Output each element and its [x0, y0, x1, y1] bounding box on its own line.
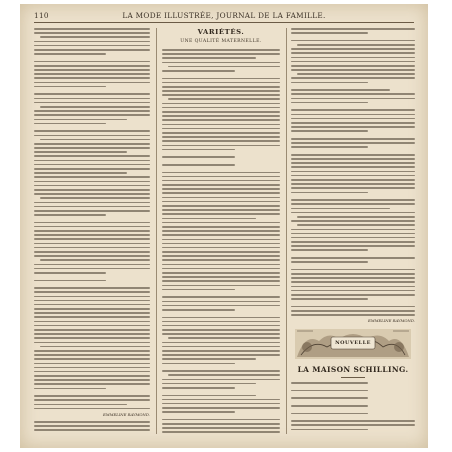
- text-line: [162, 289, 235, 291]
- text-line: [291, 294, 415, 296]
- right-signature: EMMELINE RAYMOND.: [367, 318, 415, 324]
- text-line: [34, 354, 150, 356]
- text-line: [34, 45, 150, 47]
- text-line: [34, 49, 150, 51]
- text-line: [291, 154, 415, 156]
- text-line: [40, 197, 150, 199]
- text-line: [291, 77, 415, 79]
- text-line: [34, 193, 150, 195]
- text-line: [40, 259, 150, 261]
- text-line: [162, 403, 280, 405]
- text-line: [34, 255, 150, 257]
- text-line: [34, 82, 150, 84]
- text-line: [162, 268, 280, 270]
- text-line: [34, 151, 127, 153]
- text-line: [162, 264, 280, 266]
- text-line: [162, 86, 280, 88]
- story-title-rule: [341, 377, 365, 378]
- left-signature: EMMELINE RAYMOND.: [102, 411, 150, 417]
- text-line: [162, 188, 280, 190]
- text-line: [162, 124, 280, 126]
- text-line: [34, 333, 150, 335]
- story-title: LA MAISON SCHILLING.: [297, 365, 409, 375]
- text-line: [162, 128, 280, 130]
- text-line: [162, 94, 280, 96]
- text-line: [162, 363, 235, 365]
- running-head: [20, 11, 428, 21]
- text-line: [162, 149, 235, 151]
- text-line: [162, 103, 280, 105]
- text-line: [162, 164, 235, 166]
- text-line: [291, 233, 415, 235]
- text-line: [291, 146, 368, 148]
- text-line: [34, 61, 150, 63]
- text-line: [162, 358, 256, 360]
- text-line: [291, 199, 415, 201]
- text-line: [291, 212, 415, 214]
- text-line: [291, 281, 415, 283]
- text-line: [291, 269, 415, 271]
- text-line: [291, 142, 415, 144]
- text-line: [168, 66, 280, 68]
- text-line: [34, 291, 150, 293]
- text-line: [291, 162, 415, 164]
- middle-column: [162, 28, 280, 434]
- text-line: [291, 118, 415, 120]
- text-line: [34, 312, 150, 314]
- text-line: [34, 251, 150, 253]
- text-line: [34, 399, 150, 401]
- text-line: [162, 379, 280, 381]
- text-line: [162, 342, 280, 344]
- text-line: [34, 408, 150, 410]
- text-line: [34, 264, 150, 266]
- text-line: [162, 354, 280, 356]
- text-line: [291, 277, 415, 279]
- left-column: [34, 28, 150, 434]
- text-line: [34, 238, 150, 240]
- text-line: [162, 285, 280, 287]
- text-line: [34, 176, 150, 178]
- header-rule: [34, 22, 414, 23]
- right-column: [291, 28, 415, 434]
- text-line: [34, 226, 150, 228]
- right-column-text-continued: [291, 382, 415, 434]
- text-line: [34, 164, 150, 166]
- text-line: [34, 155, 150, 157]
- text-line: [291, 52, 415, 54]
- text-line: [162, 205, 280, 207]
- text-line: [34, 268, 150, 270]
- text-line: [162, 184, 280, 186]
- text-line: [297, 216, 415, 218]
- text-line: [34, 367, 150, 369]
- vignette-label: NOUVELLE: [335, 340, 371, 347]
- text-line: [291, 61, 415, 63]
- journal-page: [20, 4, 428, 448]
- text-line: [291, 57, 415, 59]
- text-line: [162, 395, 256, 397]
- text-line: [34, 383, 150, 385]
- text-line: [162, 383, 256, 385]
- text-line: [162, 145, 280, 147]
- text-line: [162, 346, 280, 348]
- text-line: [162, 180, 280, 182]
- text-line: [34, 300, 150, 302]
- text-line: [162, 201, 280, 203]
- text-line: [291, 158, 415, 160]
- text-line: [34, 304, 150, 306]
- text-line: [162, 234, 280, 236]
- text-line: [34, 185, 150, 187]
- text-line: [34, 65, 150, 67]
- text-line: [162, 305, 280, 307]
- text-line: [291, 98, 415, 100]
- text-line: [34, 272, 106, 274]
- text-line: [291, 237, 415, 239]
- text-line: [291, 290, 415, 292]
- text-line: [291, 261, 368, 263]
- text-line: [291, 310, 415, 312]
- nouvelle-vignette: [293, 327, 413, 361]
- text-line: [291, 273, 415, 275]
- text-line: [34, 102, 150, 104]
- text-line: [34, 247, 150, 249]
- text-line: [291, 114, 415, 116]
- text-line: [162, 301, 280, 303]
- text-line: [34, 296, 150, 298]
- text-line: [291, 122, 415, 124]
- text-line: [34, 189, 150, 191]
- text-line: [162, 115, 280, 117]
- text-line: [162, 419, 280, 421]
- text-line: [34, 202, 150, 204]
- text-line: [291, 109, 415, 111]
- column-divider-left: [156, 28, 157, 434]
- text-line: [34, 421, 150, 423]
- text-line: [291, 69, 415, 71]
- text-line: [291, 314, 415, 316]
- text-line: [291, 424, 415, 426]
- text-line: [34, 181, 150, 183]
- text-line: [34, 222, 150, 224]
- text-line: [34, 41, 150, 43]
- text-line: [291, 241, 415, 243]
- text-line: [291, 420, 415, 422]
- text-line: [34, 86, 106, 88]
- text-line: [162, 230, 280, 232]
- text-line: [291, 229, 415, 231]
- text-line: [34, 73, 150, 75]
- text-line: [162, 407, 280, 409]
- text-line: [162, 411, 235, 413]
- journal-title: LA MODE ILLUSTRÉE, JOURNAL DE LA FAMILLE.: [122, 11, 326, 20]
- text-line: [162, 309, 235, 311]
- text-line: [34, 234, 150, 236]
- text-line: [291, 28, 415, 30]
- text-line: [34, 168, 150, 170]
- text-line: [34, 143, 150, 145]
- text-line: [34, 325, 150, 327]
- text-line: [297, 224, 415, 226]
- text-line: [291, 382, 368, 384]
- text-line: [291, 93, 415, 95]
- text-line: [34, 337, 150, 339]
- text-line: [291, 183, 415, 185]
- text-line: [34, 119, 127, 121]
- left-column-text: [34, 28, 150, 409]
- text-line: [162, 370, 280, 372]
- text-line: [34, 230, 150, 232]
- text-line: [291, 187, 415, 189]
- text-line: [162, 209, 280, 211]
- text-line: [162, 423, 280, 425]
- text-line: [34, 114, 150, 116]
- text-line: [34, 32, 150, 34]
- text-line: [34, 404, 127, 406]
- text-line: [34, 350, 150, 352]
- text-line: [34, 308, 150, 310]
- text-line: [291, 40, 415, 42]
- text-line: [168, 337, 280, 339]
- text-line: [162, 247, 280, 249]
- text-line: [34, 123, 106, 125]
- text-line: [162, 70, 235, 72]
- text-line: [162, 156, 235, 158]
- text-line: [162, 255, 280, 257]
- text-line: [291, 89, 390, 91]
- text-line: [291, 192, 368, 194]
- text-line: [162, 387, 235, 389]
- text-line: [162, 107, 280, 109]
- text-line: [291, 48, 415, 50]
- text-line: [162, 317, 280, 319]
- text-line: [291, 208, 390, 210]
- text-line: [40, 36, 150, 38]
- text-line: [162, 329, 280, 331]
- text-line: [162, 53, 280, 55]
- text-line: [162, 78, 280, 80]
- text-line: [34, 363, 150, 365]
- text-line: [34, 206, 150, 208]
- text-line: [34, 172, 127, 174]
- text-line: [162, 222, 280, 224]
- text-line: [34, 329, 150, 331]
- text-line: [162, 325, 280, 327]
- text-line: [291, 171, 415, 173]
- text-line: [291, 286, 415, 288]
- text-line: [291, 397, 368, 399]
- text-line: [40, 346, 150, 348]
- text-line: [291, 298, 368, 300]
- text-line: [34, 28, 150, 30]
- text-line: [162, 62, 280, 64]
- text-line: [34, 98, 150, 100]
- text-line: [162, 239, 280, 241]
- text-line: [291, 82, 368, 84]
- text-line: [291, 166, 415, 168]
- text-line: [162, 172, 280, 174]
- text-line: [162, 82, 280, 84]
- column-divider-right: [286, 28, 287, 434]
- text-line: [162, 192, 280, 194]
- text-line: [162, 111, 280, 113]
- text-line: [34, 243, 150, 245]
- text-line: [162, 280, 280, 282]
- text-line: [34, 214, 106, 216]
- text-line: [34, 358, 150, 360]
- text-line: [34, 375, 150, 377]
- text-line: [162, 399, 280, 401]
- right-column-text: [291, 28, 415, 316]
- page-number: 110: [34, 11, 49, 20]
- text-line: [291, 175, 415, 177]
- text-line: [162, 276, 280, 278]
- text-line: [291, 257, 415, 259]
- text-line: [34, 342, 150, 344]
- text-line: [162, 226, 280, 228]
- text-line: [291, 429, 368, 431]
- text-line: [162, 333, 280, 335]
- text-line: [162, 136, 280, 138]
- text-line: [162, 49, 280, 51]
- text-line: [34, 371, 150, 373]
- middle-column-text: [162, 49, 280, 434]
- text-line: [162, 197, 280, 199]
- text-line: [291, 405, 368, 407]
- text-line: [34, 77, 150, 79]
- text-line: [291, 32, 368, 34]
- text-line: [162, 431, 280, 433]
- text-line: [34, 425, 150, 427]
- text-line: [162, 321, 280, 323]
- text-line: [34, 69, 150, 71]
- text-line: [34, 280, 106, 282]
- text-line: [34, 316, 150, 318]
- text-line: [291, 179, 415, 181]
- text-line: [291, 390, 368, 392]
- text-line: [291, 413, 368, 415]
- text-line: [34, 379, 150, 381]
- text-line: [162, 296, 280, 298]
- text-line: [34, 135, 150, 137]
- text-line: [162, 427, 280, 429]
- text-line: [34, 321, 150, 323]
- text-line: [162, 350, 280, 352]
- text-line: [34, 210, 150, 212]
- text-line: [34, 130, 150, 132]
- text-line: [34, 93, 150, 95]
- text-line: [34, 395, 150, 397]
- text-line: [162, 140, 280, 142]
- text-line: [162, 213, 280, 215]
- text-line: [34, 388, 106, 390]
- text-line: [34, 147, 150, 149]
- text-line: [34, 429, 150, 431]
- text-line: [162, 218, 256, 220]
- text-line: [168, 98, 280, 100]
- text-line: [291, 138, 415, 140]
- text-line: [162, 119, 280, 121]
- text-line: [162, 57, 256, 59]
- text-line: [168, 374, 280, 376]
- text-line: [297, 73, 415, 75]
- text-line: [40, 106, 150, 108]
- section-subtitle: UNE QUALITÉ MATERNELLE.: [180, 39, 262, 44]
- text-line: [291, 249, 368, 251]
- left-column-text-continued: [34, 421, 150, 434]
- text-line: [291, 65, 415, 67]
- text-line: [291, 203, 415, 205]
- text-line: [291, 126, 415, 128]
- text-line: [162, 259, 280, 261]
- text-line: [291, 102, 368, 104]
- text-line: [162, 272, 280, 274]
- text-line: [34, 110, 150, 112]
- text-line: [162, 132, 280, 134]
- section-title: VARIÉTÉS.: [197, 28, 245, 36]
- text-line: [291, 220, 415, 222]
- text-line: [297, 44, 415, 46]
- text-line: [162, 176, 280, 178]
- text-line: [40, 139, 150, 141]
- text-line: [291, 245, 415, 247]
- text-line: [34, 53, 106, 55]
- text-line: [34, 160, 150, 162]
- text-line: [162, 243, 280, 245]
- text-line: [162, 90, 280, 92]
- text-line: [291, 130, 368, 132]
- text-line: [34, 287, 150, 289]
- text-line: [291, 306, 415, 308]
- text-line: [162, 251, 280, 253]
